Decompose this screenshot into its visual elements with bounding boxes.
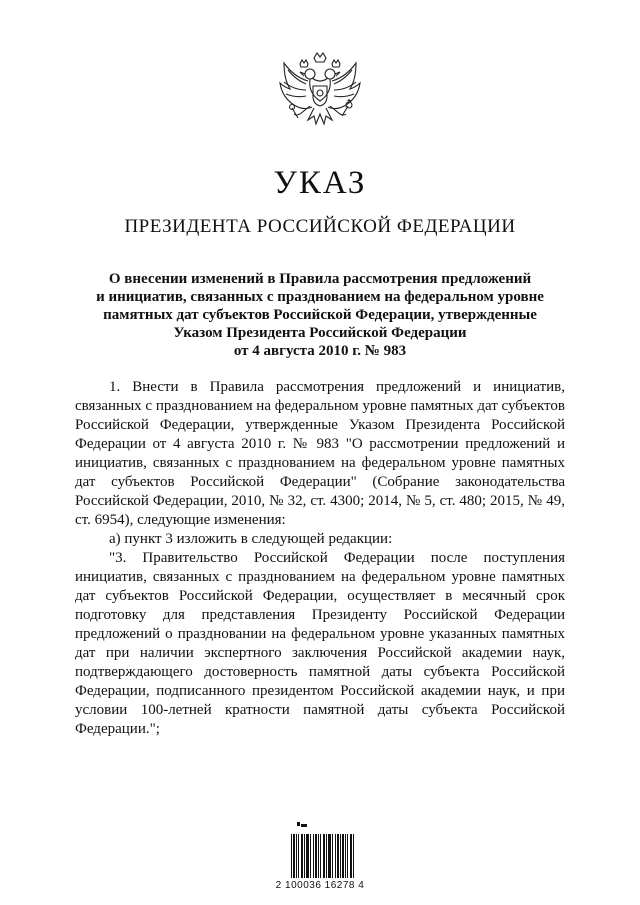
heading-line: от 4 августа 2010 г. № 983	[233, 343, 407, 359]
document-body	[75, 378, 565, 739]
heading-line: и инициатив, связанных с празднованием на федеральном уровне	[96, 289, 544, 305]
paragraph-1: 1. Внести в Правила рассмотрения предложений и инициатив, связанных с празднованием на федеральном уровне памятных дат субъектов Российской Федерации, утвержденные Указом Президента Российской Федерации от 4 августа 2010 г. № 983 "О рассмотрении предложений и инициатив, связанных с празднованием на федеральном уровне памятных дат субъектов Российской Федерации" (Собрание законодательства Российской Федерации, 2010, № 32, ст. 4300; 2014, № 5, ст. 480; 2015, № 49, ст. 6954), следующие изменения:	[75, 379, 565, 528]
heading-line: памятных дат субъектов Российской Федерации, утвержденные	[103, 307, 537, 323]
coat-of-arms-emblem	[270, 48, 370, 148]
document-title: УКАЗ	[273, 165, 367, 201]
decree-heading	[60, 270, 580, 360]
document-subtitle: ПРЕЗИДЕНТА РОССИЙСКОЙ ФЕДЕРАЦИИ	[124, 216, 516, 237]
heading-line: Указом Президента Российской Федерации	[173, 325, 467, 341]
quoted-paragraph: "3. Правительство Российской Федерации после поступления инициатив, связанных с празднованием на федеральном уровне памятных дат субъектов Российской Федерации, осуществляет в месячный срок подготовку для представления Президенту Российской Федерации предложений о праздновании на федеральном уровне указанных памятных дат при наличии экспертного заключения Российской академии наук, подтверждающего достоверность памятной даты субъекта Российской Федерации, подписанного президентом Российской академии наук, и при условии 100-летней кратности памятной даты субъекта Российской Федерации.";	[75, 550, 565, 737]
subitem-a: а) пункт 3 изложить в следующей редакции:	[109, 531, 393, 547]
barcode-number: 2 100036 16278 4	[275, 880, 365, 891]
barcode	[283, 820, 361, 880]
heading-line: О внесении изменений в Правила рассмотрения предложений	[108, 271, 532, 287]
